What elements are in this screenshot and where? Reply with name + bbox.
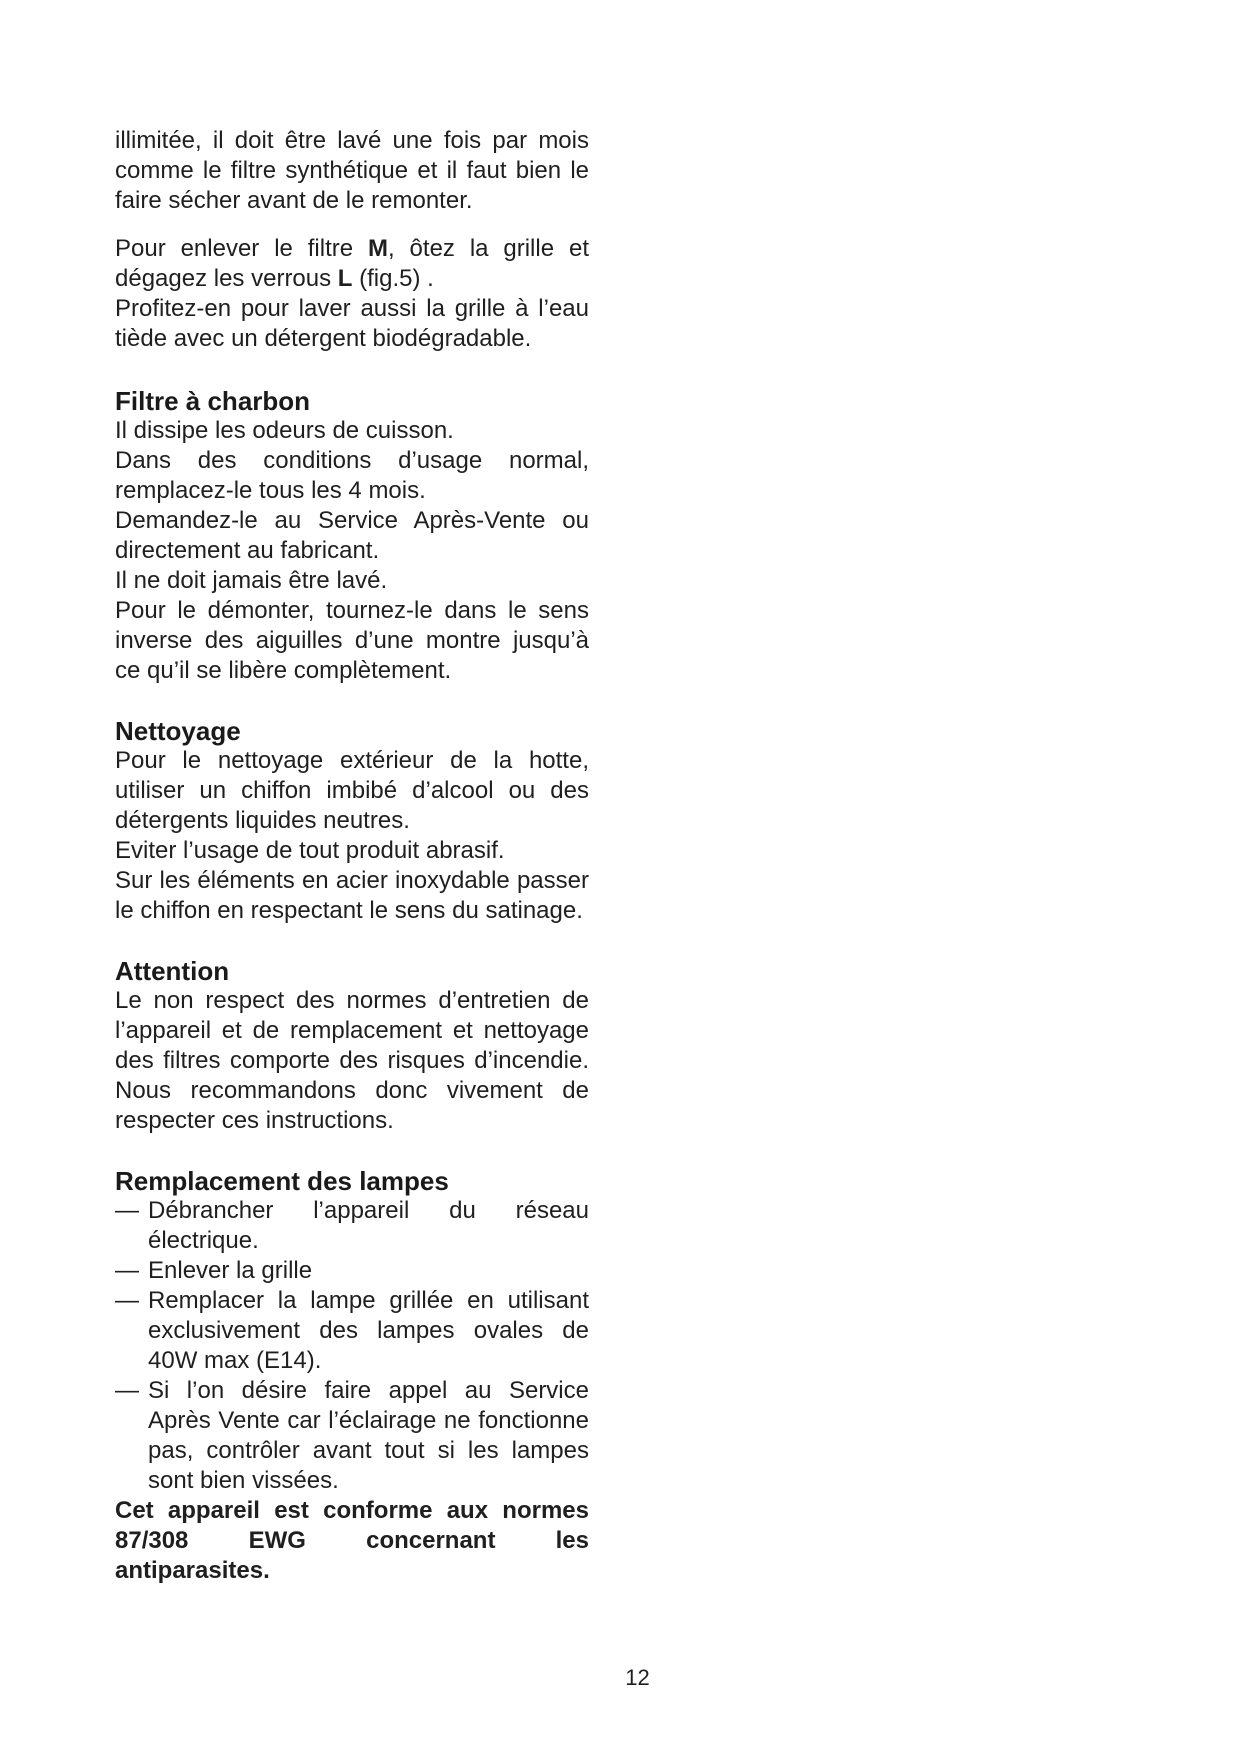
lamp-step-1	[115, 1196, 589, 1256]
intro-paragraph-1: illimitée, il doit être lavé une fois par mois comme le filtre synthétique et il faut bien le faire sécher avant de le remonter.	[115, 127, 589, 214]
latch-label-l: L	[337, 265, 353, 292]
dash-bullet: —	[115, 1287, 139, 1314]
lamp-step-text: Débrancher l’appareil du réseau électrique.	[148, 1197, 589, 1254]
intro-paragraph-2	[115, 234, 589, 294]
charcoal-line-5: Pour le démonter, tournez-le dans le sens inverse des aiguilles d’une montre jusqu’à ce qu’il se libère complètement.	[115, 597, 589, 684]
intro-text-before-m: Pour enlever le filtre	[115, 235, 368, 262]
cleaning-line-3: Sur les éléments en acier inoxydable passer le chiffon en respectant le sens du satinage.	[115, 867, 589, 924]
lamp-step-text: Remplacer la lampe grillée en utilisant exclusivement des lampes ovales de 40W max (E14).	[148, 1287, 589, 1374]
lamp-step-text: Si l’on désire faire appel au Service Après Vente car l’éclairage ne fonctionne pas, contrôler avant tout si les lampes sont bien vissées.	[148, 1377, 589, 1494]
lamp-step-3	[115, 1286, 589, 1376]
dash-bullet: —	[115, 1197, 139, 1224]
warning-text: Le non respect des normes d’entretien de l’appareil et de remplacement et nettoyage des filtres comporte des risques d’incendie. Nous recommandons donc vivement de respecter ces instructions.	[115, 987, 589, 1134]
dash-bullet: —	[115, 1377, 139, 1404]
charcoal-line-4: Il ne doit jamais être lavé.	[115, 567, 388, 594]
charcoal-line-1: Il dissipe les odeurs de cuisson.	[115, 417, 454, 444]
dash-bullet: —	[115, 1257, 139, 1284]
page-number: 12	[625, 1665, 650, 1690]
cleaning-line-2: Eviter l’usage de tout produit abrasif.	[115, 837, 505, 864]
charcoal-line-3: Demandez-le au Service Après-Vente ou directement au fabricant.	[115, 507, 589, 564]
intro-text-mid: , ôtez la grille et dégagez les verrous	[115, 235, 589, 292]
lamp-step-2	[115, 1256, 589, 1286]
cleaning-line-1: Pour le nettoyage extérieur de la hotte, utiliser un chiffon imbibé d’alcool ou des détergents liquides neutres.	[115, 747, 589, 834]
lamp-step-4	[115, 1376, 589, 1496]
intro-text-after-l: (fig.5) .	[352, 265, 434, 292]
section-title-warning: Attention	[115, 956, 230, 986]
intro-paragraph-3: Profitez-en pour laver aussi la grille à l’eau tiède avec un détergent biodégradable.	[115, 295, 589, 352]
filter-label-m: M	[368, 235, 388, 262]
section-title-charcoal: Filtre à charbon	[115, 386, 311, 416]
compliance-note: Cet appareil est conforme aux normes 87/308 EWG concernant les antiparasites.	[115, 1497, 589, 1584]
section-title-lamps: Remplacement des lampes	[115, 1166, 449, 1196]
charcoal-line-2: Dans des conditions d’usage normal, remplacez-le tous les 4 mois.	[115, 447, 589, 504]
lamp-step-text: Enlever la grille	[148, 1257, 313, 1284]
section-title-cleaning: Nettoyage	[115, 716, 241, 746]
document-column	[115, 126, 589, 1586]
